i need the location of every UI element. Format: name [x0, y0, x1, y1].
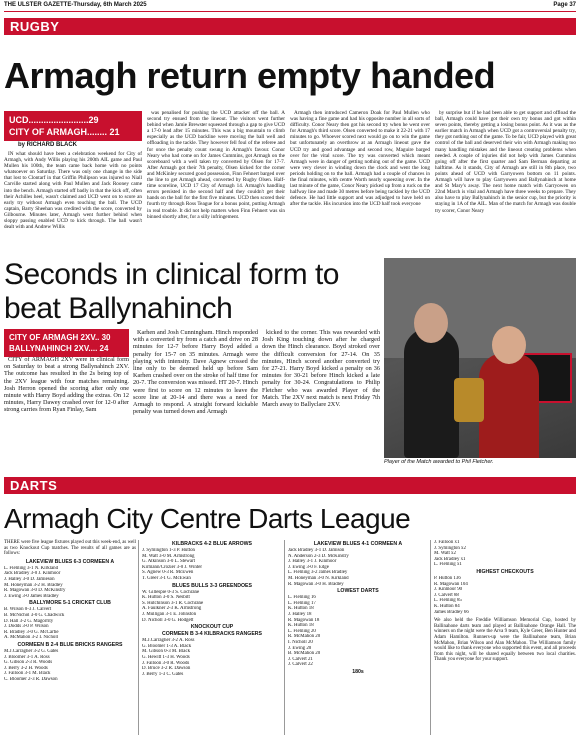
- photo-person-left: [404, 328, 459, 458]
- result-line: J. Berry 1-3 C. Gates: [142, 671, 184, 677]
- result-line: L. Fleming 3-2 James Bradley: [288, 570, 348, 576]
- result-line: B. McMahon 20: [288, 651, 321, 657]
- result-line: J. Halley 3-1 J. Kinmoor: [288, 559, 337, 565]
- photo-head-left: [414, 303, 448, 343]
- result-line: J. Calvert 21: [288, 656, 313, 662]
- result-line: B. Wilson 0-3 J. Calvert: [4, 607, 52, 613]
- result-line: G. Gibson 2-3 R. Woods: [4, 660, 53, 666]
- photo-trophy: [454, 378, 484, 422]
- result-line: J. Halley 3-0 D. Jamieson: [4, 576, 55, 582]
- page-number: Page 37: [553, 2, 576, 8]
- checkout-line: L. Fleming 85: [434, 598, 462, 604]
- byline: by RICHARD BLACK: [18, 142, 77, 148]
- result-line: J. Calvert 22: [288, 662, 313, 668]
- result-line: R. Magowan 3-0 D. McKinstry: [4, 588, 66, 594]
- result-line: J. Berry 3-2 H. Woods: [4, 665, 48, 671]
- result-line: S. Hutchinson 3-1 R. Cochrane: [142, 600, 204, 606]
- result-line: C. Bloomer 2-3 R. Dawson: [4, 676, 58, 682]
- darts-column-2: [142, 540, 282, 735]
- seconds-column-2: [133, 329, 258, 466]
- result-line: R. McMahon 20: [288, 634, 321, 640]
- darts-intro: THERE were five league fixtures played out this week-end, as well as two Knockout Cup matches. The results of all games are as follows:: [4, 540, 136, 557]
- masthead-left: THE ULSTER GAZETTE-Thursday, 6th March 2025: [4, 2, 147, 8]
- result-line: M. Watt 3-0 M. Armstrong: [142, 553, 195, 559]
- result-line: M. Gibson 0-3 M. Black: [142, 649, 191, 655]
- result-line: L. Fleming 17: [288, 600, 316, 606]
- result-line: K. Hutton 3-0 S. Nesbitt: [142, 595, 190, 601]
- result-line: J. Symington 1-3 P. Hutton: [142, 548, 195, 553]
- fixture-heading: LAKEVIEW BLUES 4-1 CORMEEN A: [313, 541, 403, 547]
- masthead: [4, 2, 576, 12]
- result-line: D. Nicholl 3-0 G. Hodgett: [142, 617, 194, 623]
- result-line: D. Bruce 3-2 R. Dawson: [142, 666, 191, 672]
- result-line: J. Falloon 3-1 M. Black: [4, 671, 51, 677]
- fixture-heading: KILBRACKS 4-2 BLUE ARROWS: [172, 541, 252, 547]
- result-line: A. McMahon 3-2 I. Nicholl: [4, 635, 59, 641]
- result-line: G. Hewitt 1-3 H. Woods: [142, 654, 190, 660]
- checkout-line: R. Magowan 104: [434, 581, 468, 587]
- seconds-column-3: [262, 329, 380, 466]
- result-line: M. Honeyman 3-0 N. Kirkland: [288, 575, 349, 581]
- rugby-column-1: [4, 151, 142, 254]
- photo-person-right: [479, 353, 539, 458]
- section-note: 180s: [352, 668, 364, 675]
- result-line: J. Mulligan 3-1 E. Johnston: [142, 611, 197, 617]
- fixture-heading: KNOCKOUT CUP: [190, 624, 234, 631]
- fixture-heading: CORMEEN B 2-4 BLUE BRICKS RANGERS: [17, 641, 123, 648]
- result-line: R. Magowan 18: [288, 617, 320, 623]
- rugby-text-1: IN what should have been a celebration weekend for City of Armagh, with Andy Willis playing his 200th AIL game and Paul Mullen his 100th, the team came back home with no points whatsoever on Saturday. There was only one change in the side that lost to Clontarf in that Griffin Philipson was injured so Niall Carville started along with Paul Mullen and Jack Rooney came into the bench. Armagh started off badly in that the kick off, often their Achilles heel, wasn't claimed and UCD went on to score an early try without Armagh even touching the ball. The UCD captain, Barry Sheehan was credited with the score, converted by Gilbourne. Minutes later, Armagh went further behind when sloppy passing enabled UCD to kick through. The ball wasn't dealt with and Andrew Willis: [4, 151, 142, 231]
- column-rule: [138, 540, 139, 735]
- result-line: Jack Bradley 3-0 J. Kinmoor: [4, 571, 61, 577]
- result-line: M.J.Carragher 3-2 G. Gates: [4, 648, 59, 654]
- seconds-text-1: CITY of ARMAGH 2XV were in clinical form on Saturday to beat a strong Ballynahinch 2XV. The outcome has resulted in the 2s being top of the 2XV league with four matches remaining. Josh Herron opened the scoring after only one minute with Harry Boyd adding the extras. On 12 minutes, Harry Dawey crashed over for 12-0 after strong carries from Ryan Finlay, Sam: [4, 356, 129, 414]
- result-line: L. Fleming 20: [288, 628, 316, 634]
- result-line: G. Bloomer 1-3 A. Black: [142, 643, 192, 649]
- result-line: J. Ewing 3-0 F. Edge: [288, 564, 329, 570]
- result-line: R. Magowan 3-0 H. Bradley: [288, 581, 344, 587]
- seconds-text-3: kicked to the corner. This was rewarded with Josh King touching down after he charged down the Hinch clearance. Boyd stroked over the difficult conversion for 27-14. On 35 minutes, Hinch scored another converted try for 27-21. Harry Boyd kicked a penalty on 36 minutes for 30-21 before Hinch kicked a late penalty for 30-24. Congratulations to Philip Fletcher who was awarded Player of the Match. The 2XV next match is next Friday 7th March away to Ballyclare 2XV.: [262, 329, 380, 409]
- checkout-line: K. Hutton 84: [434, 603, 460, 609]
- score-line-1: UCD........................29: [9, 115, 99, 125]
- result-line: J. Ewing 20: [288, 645, 312, 651]
- section-bar-rugby: RUGBY: [4, 18, 576, 35]
- section-bar-darts: DARTS: [4, 477, 576, 494]
- rugby-text-4: by surprise but if he had been able to get support and offload the ball, Armagh could have got their own try bonus and got within seven points, thereby getting a losing bonus point. As it was as the earlier match in Armagh when UCD got a controversial penalty try, they got nothing out of the game. To be fair, UCD played with great control of the ball and deserved their win with Armagh making too many handling mistakes and the lineout creating problems when needed. A couple of injuries did not help with James Cummins going off after the first quarter and Sam Berman departing at halftime. As it stands, City of Armagh are still in 8th place, two points ahead of UCD with Garryowen bottom on 11 points. Armagh will have to play Garryowen and Ballynahinch at home and St Mary's away. The next home match with Garryowen on 22nd March is vital and Armagh have three weeks to prepare. They also have to play Ballynahinch in the senior cup, but the priority is staying in 1A of the AIL. Man of the match for Armagh was double try scorer, Conor Neary: [435, 110, 576, 214]
- result-line: G. Atkinson 3-0 L. Stewart: [142, 559, 195, 565]
- player-line: Jack Bradley x1: [434, 556, 466, 562]
- darts-column-3: [288, 540, 428, 735]
- result-line: J. Dodds 3-0 P. Wilson: [4, 624, 49, 630]
- score2-line-2: BALLYNAHINCH 2XV.... 24: [9, 344, 109, 353]
- fixture-heading: LOWEST DARTS: [337, 588, 379, 595]
- fixture-heading: CORMEEN B 3-4 KILBRACKS RANGERS: [161, 631, 262, 638]
- rugby-text-2: was penalised for pushing the UCD attacker off the ball. A second try ensued from the lineout. The visitors went further behind when Jamie Brewster squeezed through a gap to give UCD a 17-0 lead after 15 minutes. This was a big mountain to climb especially as the UCD backline were moving the ball well and offloading in the tackle. They however fell foul of the referee and for once the penalty count swung in Armagh's favour. Conor Neary who had come on for James Cummins, got Armagh on the scoreboard with a well taken try converted by Olsen for 17-7. After Armagh got their 7th penalty, Olsen kicked for the corner and McKinley secured good possession, Finn Fehnert barged over the line to get Armagh ahead, converted by Rugby Olsen. Half-time scoreline, UCD 17 City of Armagh 14. Armagh's handling errors persisted in the second half and they couldn't get their hands on the ball for the first five minutes. UCD then scored their fourth try through Ross Teague for a bonus point, putting Armagh in real trouble. It did not help matters when Finn Fehnert was sin binned shortly after, for a silly infringement.: [147, 110, 285, 220]
- photo-caption: Player of the Match awarded to Phil Fletcher.: [384, 459, 494, 465]
- result-line: J. Halley 18: [288, 611, 312, 617]
- rugby-column-2: [147, 110, 285, 254]
- score2-line-1: CITY OF ARMAGH 2XV.. 30: [9, 333, 111, 342]
- result-line: T. Greer 3-1 G. McEwan: [142, 575, 191, 581]
- photo-head-right: [492, 326, 526, 364]
- result-line: J. Bloomer 3-1 A. Ross: [4, 654, 50, 660]
- result-line: R. Bradley 3-0 G. McCartie: [4, 629, 59, 635]
- result-line: D. Hall 3-2 G. Magorrity: [4, 618, 54, 624]
- checkouts-heading: HIGHEST CHECKOUTS: [476, 568, 534, 575]
- rugby-text-3: Armagh then introduced Cameron Doak for Paul Mullen who was having a fine game and had his opposite number in all sorts of difficulty. Conor Neary then got his second try when he went over for Armagh's third score. Olsen converted to make it 22-21 with 17 minutes to go. Whoever scored next would go on to win the game but unfortunately an overthrow at an Armagh lineout gave the UCD try and good advantage and second row, Maguire barged over for the vital score. The try was converted which meant Armagh were in danger of getting nothing out of the game. UCD were very clever in winding down the clock and went the long periods holding on to the ball. Armagh had a couple of chances in the final minutes, with centre Worth nearly squeezing over. In the last minute of the game, Conor Neary picked up from a ruck on the halfway line and made 30 metres before being tackled by the UCD defence. He had little support and was adjudged to have held on after the tackle. His incursion into the UCD half took everyone: [290, 110, 430, 208]
- fixture-heading: BALLYMORE 5-1 CRICKET CLUB: [29, 600, 111, 607]
- fixture-heading: BLUES BULLS 3-3 GREENDOES: [172, 582, 252, 589]
- darts-column-1: [4, 540, 136, 735]
- result-line: M. Honeyman 3-2 H. Bradley: [4, 582, 63, 588]
- result-line: J. Ewing 3-0 James Bradley: [4, 593, 59, 599]
- result-line: B. McNichol 3-0 G. Chadwick: [4, 612, 65, 618]
- result-line: L. Fleming 3-1 N. Kirkland: [4, 565, 59, 571]
- checkout-line: P. Hutton 136: [434, 575, 461, 581]
- checkout-line: J. Calvert 88: [434, 592, 459, 598]
- darts-outro: We also held the Freddie Williamson Memorial Cup, hosted by Ballinahone darts team and played at Ballinahone Orange Hall. The winners on the night were the Arva 9 team, Kyle Greer, Ben Hunter and Adam Hamilton. Runners-up were the Ballinahone team, Brian McMahon, Brian Wilson and Alan McMahon. The Williamson family would like to thank everyone who supported this event, and all proceeds from this night, will be shared equally between two local charities. Thank you everyone for your support.: [434, 618, 576, 663]
- result-line: W. Gillespie 0-3 S. Cochrane: [142, 589, 200, 595]
- result-line: K. Hutton 18: [288, 606, 314, 612]
- player-line: J. Symington x2: [434, 545, 466, 551]
- score-line-2: CITY OF ARMAGH........ 21: [9, 127, 120, 137]
- player-of-match-photo: [384, 258, 576, 458]
- rugby-column-4: [435, 110, 576, 254]
- result-line: K. Hutton 18: [288, 623, 314, 629]
- scorebox-seconds: [4, 329, 129, 357]
- result-line: J. Falloon 3-0 R. Woods: [142, 660, 190, 666]
- column-rule: [430, 540, 431, 735]
- result-line: A. Faulkner 2-3 K. Armstrong: [142, 606, 202, 612]
- result-line: M.J.Carragher 3-2 A. Ross: [142, 638, 195, 644]
- checkout-line: James Bradley 66: [434, 609, 469, 615]
- result-line: N. Anderson 2-3 D. McKinstry: [288, 553, 349, 559]
- result-line: Jack Bradley 3-1 D. Jamison: [288, 548, 345, 553]
- headline-rugby: Armagh return empty handed: [4, 55, 496, 96]
- scorebox-rugby: [4, 111, 142, 141]
- player-line: J. Falloon x1: [434, 540, 460, 545]
- darts-column-4: [434, 540, 576, 735]
- rugby-column-3: [290, 110, 430, 254]
- player-line: M. Watt x2: [434, 551, 456, 557]
- column-rule: [284, 540, 285, 735]
- checkout-line: J. Kinmoor 90: [434, 587, 463, 593]
- result-line: Kirmann/Crozier 3-0 J. Winter: [142, 564, 203, 570]
- result-line: S. Agnew 0-3 R. McEwen: [142, 570, 194, 576]
- headline-darts: Armagh City Centre Darts League: [4, 503, 411, 534]
- player-line: L. Fleming x1: [434, 562, 462, 568]
- seconds-column-1: [4, 356, 129, 466]
- fixture-heading: LAKEVIEW BLUES 6-3 CORMEEN A: [25, 558, 115, 565]
- headline-seconds: Seconds in clinical form to beat Ballynahinch: [4, 258, 339, 325]
- seconds-text-2: Karhen and Josh Cunningham. Hinch responded with a converted try from a catch and drive on 28 minutes for 12-7 before Harry Boyd added a penalty for 15-7 on 35 minutes. Armagh were playing with intensity. Dave Agnew crossed the line only to be deemed held up before Sam Karhen crashed over on the stroke of half time for 20-7. The conversion was missed. HT 20-7. Hinch were first to score on 12 minutes to leave the score line at 20-14 and there was a need for Armagh to respond. A straight forward kickable penalty was turned down and Armagh: [133, 329, 258, 416]
- result-line: I. Nicholl 20: [288, 639, 313, 645]
- result-line: L. Fleming 16: [288, 595, 316, 601]
